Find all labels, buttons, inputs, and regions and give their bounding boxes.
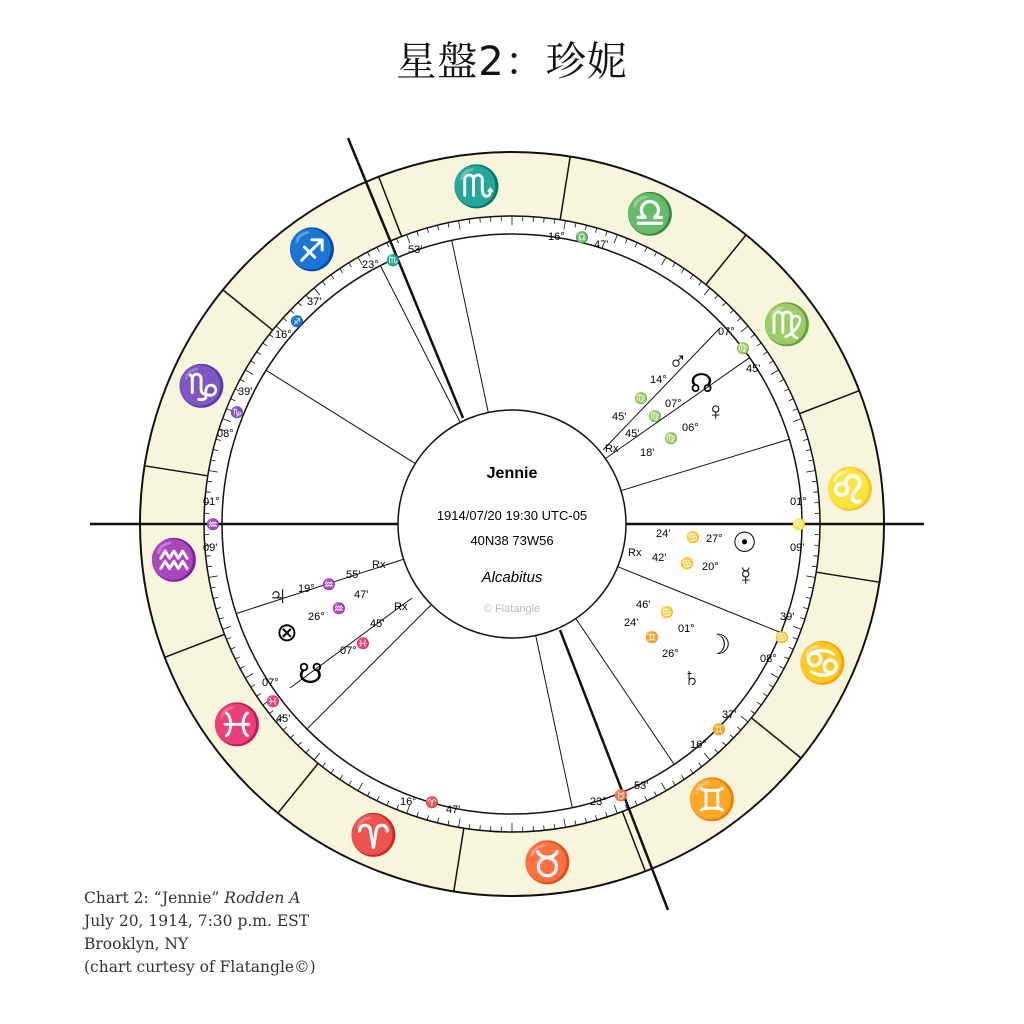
cusp-12-sign: ♑ [230,407,244,419]
north-node-deg: 07° [665,398,682,410]
caption-line-1 [84,887,316,910]
cusp-mc-min: 53' [408,244,423,256]
venus-icon: ♀ [706,396,726,426]
cusp-ic-min: 53' [634,780,649,792]
sign-capricorn-icon: ♑ [176,364,227,409]
caption-line-2: July 20, 1914, 7:30 p.m. EST [84,912,310,930]
chart-caption [84,887,316,979]
center-watermark: © Flatangle [483,603,541,615]
jupiter-min: 55' [346,569,361,581]
caption-title: Chart 2: “Jennie” [84,889,220,907]
north-node-rx: Rx [605,443,619,455]
cusp-5-deg: 16° [690,739,707,751]
center-name: Jennie [486,465,538,482]
cusp-11-deg: 16° [275,329,292,341]
mercury-rx: Rx [628,547,642,559]
sun-deg: 27° [706,533,723,545]
sign-virgo-icon: ♍ [762,303,812,348]
cusp-6-sign: ♋ [775,632,789,644]
sign-aquarius-icon: ♒ [148,538,199,583]
cusp-6-min: 39' [780,611,795,623]
mercury-deg: 20° [702,561,719,573]
cusp-mc-sign: ♏ [386,255,400,267]
jupiter-deg: 19° [298,583,315,595]
mars-min: 45' [612,411,627,423]
page-title: 星盤2：珍妮 [396,39,628,85]
cusp-9-deg: 16° [548,231,565,243]
cusp-mc-deg: 23° [362,259,379,271]
center-datetime: 1914/07/20 19:30 UTC-05 [436,508,588,523]
sign-leo-icon: ♌ [825,467,876,512]
south-node-icon: ☋ [298,658,323,689]
fortune-icon: ⊗ [276,617,298,647]
cusp-2-sign: ♓ [266,696,280,708]
fortune-deg: 26° [308,611,325,623]
degree-tick [813,492,818,493]
degree-tick [813,556,818,557]
mars-icon: ♂ [668,346,688,376]
sun-sign: ♋ [686,532,700,544]
venus-sign: ♍ [664,433,678,445]
moon-deg: 01° [678,623,695,635]
degree-tick [480,825,481,830]
saturn-icon: ♄ [682,662,702,692]
saturn-sign: ♊ [645,632,659,644]
moon-min: 46' [636,599,651,611]
venus-deg: 06° [682,422,699,434]
mars-sign: ♍ [634,393,648,405]
north-node-sign: ♍ [648,411,662,423]
south-node-deg: 07° [340,645,357,657]
caption-rating: Rodden A [224,889,301,907]
cusp-dsc-min: 09' [790,542,805,554]
cusp-11-sign: ♐ [290,316,304,328]
cusp-asc-sign: ♒ [206,519,220,531]
north-node-icon: ☊ [690,368,714,398]
cusp-asc-min: 09' [203,542,218,554]
south-node-rx: Rx [394,601,408,613]
caption-line-3: Brooklyn, NY [84,935,189,953]
center-house-system: Alcabitus [481,569,543,586]
sun-icon: ☉ [732,527,758,558]
cusp-9-sign: ♎ [575,232,589,244]
cusp-dsc [790,496,807,554]
degree-tick [480,218,481,223]
cusp-8-min: 45' [746,363,761,375]
jupiter-rx: Rx [372,559,386,571]
south-node-sign: ♓ [356,638,370,650]
cusp-dsc-sign: ♌ [792,519,806,531]
mercury-min: 42' [652,552,667,564]
cusp-3-deg: 16° [400,796,417,808]
sign-scorpio-icon: ♏ [451,164,502,209]
moon-icon: ☽ [706,629,732,660]
cusp-asc-deg: 01° [203,496,220,508]
cusp-5-sign: ♊ [712,724,726,736]
cusp-9-min: 47' [594,239,609,251]
cusp-2-deg: 07° [262,677,279,689]
jupiter-sign: ♒ [322,579,336,591]
cusp-ic-deg: 23° [590,796,607,808]
sign-cancer-icon: ♋ [797,641,848,686]
sign-pisces-icon: ♓ [212,702,262,747]
cusp-2-min: 45' [276,713,291,725]
north-node-min: 45' [625,428,640,440]
cusp-dsc-deg: 01° [790,496,807,508]
mercury-icon: ☿ [736,561,756,591]
degree-tick [206,556,211,557]
south-node-min: 45' [370,618,385,630]
sign-libra-icon: ♎ [625,192,676,237]
mars-deg: 14° [650,374,667,386]
sign-aries-icon: ♈ [348,813,399,858]
jupiter-icon: ♃ [268,580,288,610]
cusp-6-deg: 08° [760,653,777,665]
sign-sagittarius-icon: ♐ [287,227,338,272]
cusp-5-min: 37' [722,709,737,721]
cusp-ic-sign: ♉ [614,790,628,802]
degree-tick [206,492,211,493]
cusp-11-min: 37' [307,296,322,308]
fortune-sign: ♒ [332,603,346,615]
mercury-sign: ♋ [680,558,694,570]
moon-sign: ♋ [660,607,674,619]
caption-line-4: (chart curtesy of Flatangle©) [84,958,316,976]
cusp-8-deg: 07° [718,326,735,338]
cusp-12-min: 39' [238,386,253,398]
center-coords: 40N38 73W56 [470,533,554,548]
sign-taurus-icon: ♉ [522,841,573,886]
sun-min: 24' [656,528,671,540]
cusp-3-sign: ♈ [425,797,439,809]
degree-tick [544,825,545,830]
degree-tick [544,218,545,223]
fortune-min: 47' [354,589,369,601]
cusp-12-deg: 08° [217,428,234,440]
cusp-3-min: 47' [446,804,461,816]
cusp-8-sign: ♍ [736,343,750,355]
venus-min: 18' [640,447,655,459]
sign-gemini-icon: ♊ [686,778,737,823]
saturn-min: 24' [624,617,639,629]
saturn-deg: 26° [662,648,679,660]
